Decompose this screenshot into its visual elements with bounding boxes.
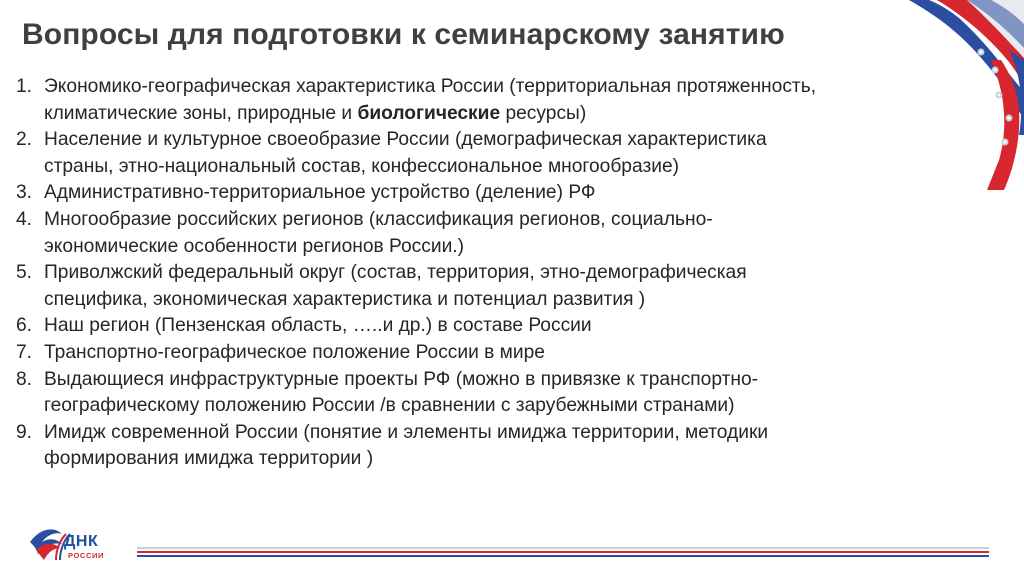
item-number: 8. bbox=[16, 368, 33, 390]
item-number: 2. bbox=[16, 129, 33, 151]
list-item bbox=[16, 127, 1006, 180]
question-list bbox=[16, 74, 1006, 473]
item-number: 1. bbox=[16, 76, 33, 97]
item-number: 5. bbox=[16, 262, 33, 284]
list-item bbox=[16, 207, 1006, 260]
footer-rule-gray bbox=[137, 547, 989, 549]
item-number: 3. bbox=[16, 182, 33, 204]
list-item bbox=[16, 74, 1006, 127]
item-text: Выдающиеся инфраструктурные проекты РФ (можно в привязке к транспортно- географическому положению России /в сравнении с зарубежными странами) bbox=[44, 368, 759, 417]
item-text: Многообразие российских регионов (классификация регионов, социально- экономические особенности регионов России.) bbox=[44, 208, 713, 257]
item-number: 4. bbox=[16, 208, 33, 230]
item-text: Административно-территориальное устройство (деление) РФ bbox=[44, 182, 596, 204]
item-number: 9. bbox=[16, 421, 33, 443]
list-item bbox=[16, 260, 1006, 313]
item-text: Транспортно-географическое положение России в мире bbox=[44, 341, 545, 363]
logo-name: ДНК bbox=[64, 533, 99, 550]
page-title: Вопросы для подготовки к семинарскому занятию bbox=[22, 18, 785, 51]
item-text: Экономико-географическая характеристика России (территориальная протяженность, климатические зоны, природные и биологические ресурсы) bbox=[44, 76, 817, 124]
footer-rule-red bbox=[137, 551, 989, 553]
footer-rule-blue bbox=[137, 555, 989, 557]
list-item bbox=[16, 180, 1006, 207]
item-text: Приволжский федеральный округ (состав, территория, этно-демографическая специфика, экономическая характеристика и потенциал развития ) bbox=[44, 262, 747, 310]
list-item bbox=[16, 420, 1006, 473]
item-text-bold: биологические bbox=[357, 102, 501, 124]
item-text: Население и культурное своеобразие России (демографическая характеристика страны, этно-национальный состав, конфессиональное многообразие) bbox=[44, 129, 767, 177]
item-text: Наш регион (Пензенская область, …..и др.) в составе России bbox=[44, 315, 592, 337]
list-item bbox=[16, 313, 1006, 340]
item-text: Имидж современной России (понятие и элементы имиджа территории, методики формирования имиджа территории ) bbox=[44, 421, 769, 470]
logo-subtitle: РОССИИ bbox=[68, 551, 104, 560]
item-number: 7. bbox=[16, 341, 33, 363]
list-item bbox=[16, 340, 1006, 367]
item-number: 6. bbox=[16, 315, 33, 337]
list-item bbox=[16, 367, 1006, 420]
